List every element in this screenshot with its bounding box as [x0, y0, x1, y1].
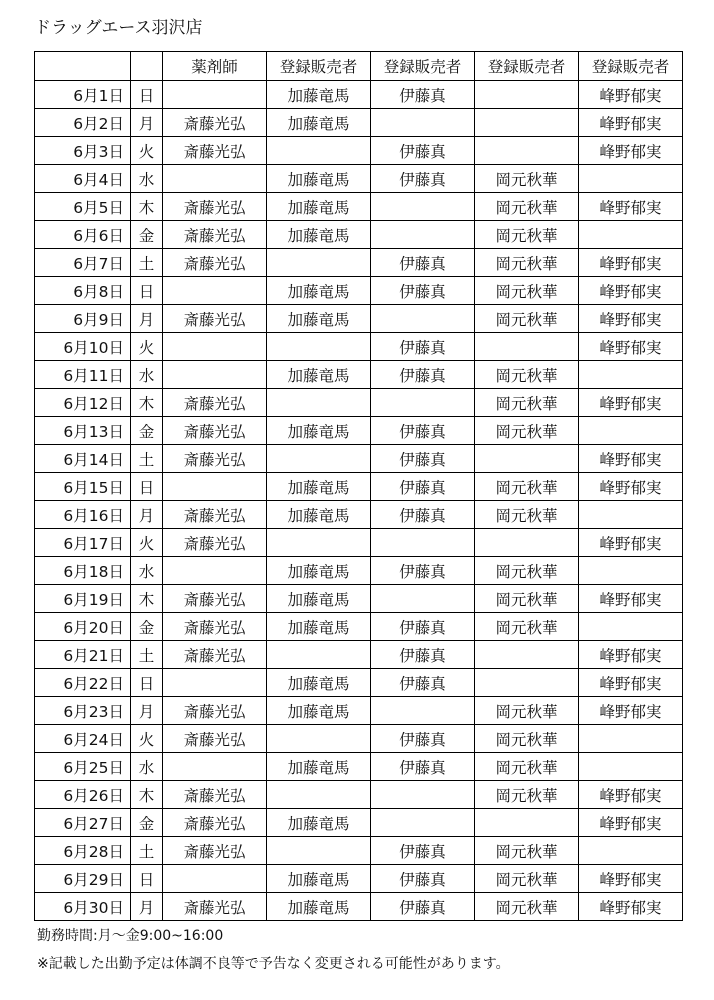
- table-row: [35, 781, 683, 809]
- seller-cell: [579, 501, 683, 529]
- date-cell: 6月17日: [35, 529, 131, 557]
- table-row: [35, 837, 683, 865]
- seller-cell: 伊藤真: [371, 753, 475, 781]
- header-date: [35, 52, 131, 81]
- seller-cell: 峰野郁実: [579, 697, 683, 725]
- table-row: [35, 305, 683, 333]
- date-cell: 6月14日: [35, 445, 131, 473]
- header-pharmacist: 薬剤師: [163, 52, 267, 81]
- pharmacist-cell: [163, 669, 267, 697]
- seller-cell: 岡元秋華: [475, 389, 579, 417]
- seller-cell: 岡元秋華: [475, 613, 579, 641]
- seller-cell: 加藤竜馬: [267, 893, 371, 921]
- seller-cell: 伊藤真: [371, 277, 475, 305]
- seller-cell: 加藤竜馬: [267, 221, 371, 249]
- weekday-cell: 木: [131, 193, 163, 221]
- date-cell: 6月30日: [35, 893, 131, 921]
- seller-cell: 加藤竜馬: [267, 109, 371, 137]
- weekday-cell: 火: [131, 529, 163, 557]
- table-row: [35, 753, 683, 781]
- table-row: [35, 501, 683, 529]
- table-row: [35, 697, 683, 725]
- seller-cell: [475, 445, 579, 473]
- date-cell: 6月9日: [35, 305, 131, 333]
- pharmacist-cell: [163, 473, 267, 501]
- seller-cell: 伊藤真: [371, 473, 475, 501]
- pharmacist-cell: [163, 753, 267, 781]
- seller-cell: 峰野郁実: [579, 277, 683, 305]
- weekday-cell: 金: [131, 809, 163, 837]
- date-cell: 6月11日: [35, 361, 131, 389]
- weekday-cell: 水: [131, 557, 163, 585]
- weekday-cell: 木: [131, 389, 163, 417]
- seller-cell: 伊藤真: [371, 81, 475, 109]
- table-row: [35, 389, 683, 417]
- pharmacist-cell: 斎藤光弘: [163, 529, 267, 557]
- seller-cell: 加藤竜馬: [267, 473, 371, 501]
- date-cell: 6月10日: [35, 333, 131, 361]
- pharmacist-cell: [163, 557, 267, 585]
- date-cell: 6月3日: [35, 137, 131, 165]
- seller-cell: 峰野郁実: [579, 893, 683, 921]
- weekday-cell: 金: [131, 417, 163, 445]
- seller-cell: 伊藤真: [371, 641, 475, 669]
- seller-cell: [371, 697, 475, 725]
- weekday-cell: 土: [131, 837, 163, 865]
- table-row: [35, 361, 683, 389]
- date-cell: 6月5日: [35, 193, 131, 221]
- date-cell: 6月8日: [35, 277, 131, 305]
- seller-cell: [371, 809, 475, 837]
- seller-cell: 峰野郁実: [579, 249, 683, 277]
- seller-cell: 峰野郁実: [579, 333, 683, 361]
- seller-cell: 岡元秋華: [475, 277, 579, 305]
- weekday-cell: 火: [131, 137, 163, 165]
- seller-cell: 伊藤真: [371, 137, 475, 165]
- seller-cell: 峰野郁実: [579, 81, 683, 109]
- seller-cell: 峰野郁実: [579, 305, 683, 333]
- seller-cell: [267, 837, 371, 865]
- date-cell: 6月22日: [35, 669, 131, 697]
- header-weekday: [131, 52, 163, 81]
- seller-cell: 加藤竜馬: [267, 417, 371, 445]
- table-row: [35, 809, 683, 837]
- seller-cell: [267, 333, 371, 361]
- seller-cell: 岡元秋華: [475, 501, 579, 529]
- seller-cell: [475, 669, 579, 697]
- weekday-cell: 木: [131, 781, 163, 809]
- table-row: [35, 277, 683, 305]
- table-row: [35, 585, 683, 613]
- pharmacist-cell: [163, 361, 267, 389]
- seller-cell: 峰野郁実: [579, 193, 683, 221]
- seller-cell: 岡元秋華: [475, 557, 579, 585]
- pharmacist-cell: 斎藤光弘: [163, 585, 267, 613]
- seller-cell: 峰野郁実: [579, 445, 683, 473]
- seller-cell: 岡元秋華: [475, 165, 579, 193]
- seller-cell: 伊藤真: [371, 361, 475, 389]
- weekday-cell: 水: [131, 753, 163, 781]
- pharmacist-cell: 斎藤光弘: [163, 837, 267, 865]
- seller-cell: [371, 529, 475, 557]
- date-cell: 6月12日: [35, 389, 131, 417]
- pharmacist-cell: 斎藤光弘: [163, 641, 267, 669]
- weekday-cell: 火: [131, 725, 163, 753]
- seller-cell: 峰野郁実: [579, 641, 683, 669]
- seller-cell: 加藤竜馬: [267, 305, 371, 333]
- weekday-cell: 金: [131, 613, 163, 641]
- table-row: [35, 81, 683, 109]
- header-registered-seller: 登録販売者: [579, 52, 683, 81]
- seller-cell: [267, 725, 371, 753]
- table-row: [35, 165, 683, 193]
- date-cell: 6月20日: [35, 613, 131, 641]
- seller-cell: 岡元秋華: [475, 837, 579, 865]
- table-row: [35, 865, 683, 893]
- seller-cell: 加藤竜馬: [267, 361, 371, 389]
- pharmacist-cell: 斎藤光弘: [163, 389, 267, 417]
- seller-cell: [579, 557, 683, 585]
- seller-cell: 峰野郁実: [579, 529, 683, 557]
- seller-cell: 峰野郁実: [579, 473, 683, 501]
- seller-cell: [475, 641, 579, 669]
- seller-cell: 伊藤真: [371, 417, 475, 445]
- seller-cell: [475, 809, 579, 837]
- pharmacist-cell: 斎藤光弘: [163, 109, 267, 137]
- header-registered-seller: 登録販売者: [475, 52, 579, 81]
- date-cell: 6月4日: [35, 165, 131, 193]
- seller-cell: 伊藤真: [371, 445, 475, 473]
- seller-cell: 伊藤真: [371, 865, 475, 893]
- seller-cell: 岡元秋華: [475, 725, 579, 753]
- seller-cell: [579, 613, 683, 641]
- date-cell: 6月19日: [35, 585, 131, 613]
- seller-cell: 峰野郁実: [579, 865, 683, 893]
- pharmacist-cell: 斎藤光弘: [163, 445, 267, 473]
- table-row: [35, 641, 683, 669]
- weekday-cell: 水: [131, 361, 163, 389]
- table-row: [35, 193, 683, 221]
- seller-cell: [579, 837, 683, 865]
- date-cell: 6月23日: [35, 697, 131, 725]
- pharmacist-cell: 斎藤光弘: [163, 221, 267, 249]
- seller-cell: 加藤竜馬: [267, 697, 371, 725]
- seller-cell: 岡元秋華: [475, 585, 579, 613]
- seller-cell: [579, 753, 683, 781]
- weekday-cell: 金: [131, 221, 163, 249]
- seller-cell: [267, 137, 371, 165]
- date-cell: 6月24日: [35, 725, 131, 753]
- weekday-cell: 水: [131, 165, 163, 193]
- table-row: [35, 249, 683, 277]
- table-row: [35, 221, 683, 249]
- seller-cell: 岡元秋華: [475, 893, 579, 921]
- weekday-cell: 月: [131, 697, 163, 725]
- seller-cell: 加藤竜馬: [267, 557, 371, 585]
- seller-cell: 伊藤真: [371, 249, 475, 277]
- table-row: [35, 613, 683, 641]
- weekday-cell: 月: [131, 893, 163, 921]
- seller-cell: 伊藤真: [371, 669, 475, 697]
- seller-cell: [579, 165, 683, 193]
- date-cell: 6月27日: [35, 809, 131, 837]
- working-hours-note: 勤務時間:月～金9:00~16:00: [37, 928, 224, 944]
- weekday-cell: 日: [131, 277, 163, 305]
- date-cell: 6月2日: [35, 109, 131, 137]
- seller-cell: 伊藤真: [371, 501, 475, 529]
- seller-cell: 峰野郁実: [579, 585, 683, 613]
- seller-cell: [371, 109, 475, 137]
- table-row: [35, 529, 683, 557]
- date-cell: 6月13日: [35, 417, 131, 445]
- header-row: [35, 52, 683, 81]
- seller-cell: 加藤竜馬: [267, 277, 371, 305]
- pharmacist-cell: [163, 81, 267, 109]
- table-row: [35, 445, 683, 473]
- pharmacist-cell: 斎藤光弘: [163, 417, 267, 445]
- seller-cell: [371, 781, 475, 809]
- seller-cell: 峰野郁実: [579, 109, 683, 137]
- table-row: [35, 557, 683, 585]
- page-title: ドラッグエース羽沢店: [34, 18, 203, 38]
- seller-cell: 加藤竜馬: [267, 809, 371, 837]
- table-row: [35, 333, 683, 361]
- seller-cell: 岡元秋華: [475, 473, 579, 501]
- seller-cell: 伊藤真: [371, 613, 475, 641]
- table-row: [35, 417, 683, 445]
- seller-cell: 峰野郁実: [579, 809, 683, 837]
- date-cell: 6月1日: [35, 81, 131, 109]
- seller-cell: 加藤竜馬: [267, 501, 371, 529]
- date-cell: 6月25日: [35, 753, 131, 781]
- date-cell: 6月7日: [35, 249, 131, 277]
- seller-cell: 加藤竜馬: [267, 585, 371, 613]
- weekday-cell: 月: [131, 305, 163, 333]
- pharmacist-cell: 斎藤光弘: [163, 501, 267, 529]
- seller-cell: [371, 585, 475, 613]
- seller-cell: 伊藤真: [371, 557, 475, 585]
- pharmacist-cell: 斎藤光弘: [163, 193, 267, 221]
- seller-cell: [579, 725, 683, 753]
- seller-cell: 伊藤真: [371, 725, 475, 753]
- seller-cell: 加藤竜馬: [267, 669, 371, 697]
- weekday-cell: 日: [131, 473, 163, 501]
- pharmacist-cell: 斎藤光弘: [163, 809, 267, 837]
- date-cell: 6月15日: [35, 473, 131, 501]
- seller-cell: 岡元秋華: [475, 193, 579, 221]
- header-registered-seller: 登録販売者: [371, 52, 475, 81]
- table-row: [35, 893, 683, 921]
- table-row: [35, 725, 683, 753]
- seller-cell: 岡元秋華: [475, 753, 579, 781]
- seller-cell: [267, 445, 371, 473]
- date-cell: 6月18日: [35, 557, 131, 585]
- weekday-cell: 日: [131, 81, 163, 109]
- pharmacist-cell: [163, 165, 267, 193]
- seller-cell: 岡元秋華: [475, 361, 579, 389]
- date-cell: 6月26日: [35, 781, 131, 809]
- seller-cell: 岡元秋華: [475, 221, 579, 249]
- seller-cell: [475, 109, 579, 137]
- pharmacist-cell: 斎藤光弘: [163, 305, 267, 333]
- seller-cell: [267, 529, 371, 557]
- seller-cell: 加藤竜馬: [267, 865, 371, 893]
- seller-cell: [475, 137, 579, 165]
- seller-cell: 岡元秋華: [475, 781, 579, 809]
- date-cell: 6月28日: [35, 837, 131, 865]
- seller-cell: 岡元秋華: [475, 305, 579, 333]
- shift-schedule-table: [34, 51, 683, 921]
- weekday-cell: 月: [131, 501, 163, 529]
- table-row: [35, 137, 683, 165]
- seller-cell: 峰野郁実: [579, 669, 683, 697]
- weekday-cell: 月: [131, 109, 163, 137]
- weekday-cell: 日: [131, 865, 163, 893]
- seller-cell: 峰野郁実: [579, 781, 683, 809]
- header-registered-seller: 登録販売者: [267, 52, 371, 81]
- seller-cell: [267, 249, 371, 277]
- pharmacist-cell: 斎藤光弘: [163, 697, 267, 725]
- weekday-cell: 木: [131, 585, 163, 613]
- seller-cell: [579, 361, 683, 389]
- seller-cell: 伊藤真: [371, 333, 475, 361]
- seller-cell: 加藤竜馬: [267, 753, 371, 781]
- table-row: [35, 109, 683, 137]
- pharmacist-cell: 斎藤光弘: [163, 137, 267, 165]
- disclaimer-note: ※記載した出勤予定は体調不良等で予告なく変更される可能性があります。: [37, 956, 510, 972]
- seller-cell: [267, 641, 371, 669]
- weekday-cell: 土: [131, 445, 163, 473]
- seller-cell: 伊藤真: [371, 893, 475, 921]
- seller-cell: [475, 529, 579, 557]
- date-cell: 6月21日: [35, 641, 131, 669]
- pharmacist-cell: [163, 277, 267, 305]
- seller-cell: 岡元秋華: [475, 417, 579, 445]
- seller-cell: 伊藤真: [371, 165, 475, 193]
- seller-cell: [371, 389, 475, 417]
- seller-cell: 峰野郁実: [579, 389, 683, 417]
- seller-cell: [475, 333, 579, 361]
- date-cell: 6月29日: [35, 865, 131, 893]
- pharmacist-cell: 斎藤光弘: [163, 893, 267, 921]
- pharmacist-cell: 斎藤光弘: [163, 781, 267, 809]
- table-row: [35, 669, 683, 697]
- seller-cell: 加藤竜馬: [267, 613, 371, 641]
- weekday-cell: 土: [131, 249, 163, 277]
- weekday-cell: 日: [131, 669, 163, 697]
- date-cell: 6月16日: [35, 501, 131, 529]
- seller-cell: 加藤竜馬: [267, 81, 371, 109]
- seller-cell: [579, 417, 683, 445]
- seller-cell: 岡元秋華: [475, 249, 579, 277]
- seller-cell: [371, 221, 475, 249]
- seller-cell: [371, 305, 475, 333]
- seller-cell: 岡元秋華: [475, 865, 579, 893]
- seller-cell: 岡元秋華: [475, 697, 579, 725]
- table-row: [35, 473, 683, 501]
- seller-cell: 峰野郁実: [579, 137, 683, 165]
- pharmacist-cell: 斎藤光弘: [163, 249, 267, 277]
- pharmacist-cell: 斎藤光弘: [163, 725, 267, 753]
- weekday-cell: 土: [131, 641, 163, 669]
- pharmacist-cell: 斎藤光弘: [163, 613, 267, 641]
- pharmacist-cell: [163, 865, 267, 893]
- seller-cell: [371, 193, 475, 221]
- seller-cell: [475, 81, 579, 109]
- weekday-cell: 火: [131, 333, 163, 361]
- pharmacist-cell: [163, 333, 267, 361]
- seller-cell: 伊藤真: [371, 837, 475, 865]
- seller-cell: 加藤竜馬: [267, 193, 371, 221]
- seller-cell: [267, 389, 371, 417]
- date-cell: 6月6日: [35, 221, 131, 249]
- seller-cell: [267, 781, 371, 809]
- seller-cell: [579, 221, 683, 249]
- seller-cell: 加藤竜馬: [267, 165, 371, 193]
